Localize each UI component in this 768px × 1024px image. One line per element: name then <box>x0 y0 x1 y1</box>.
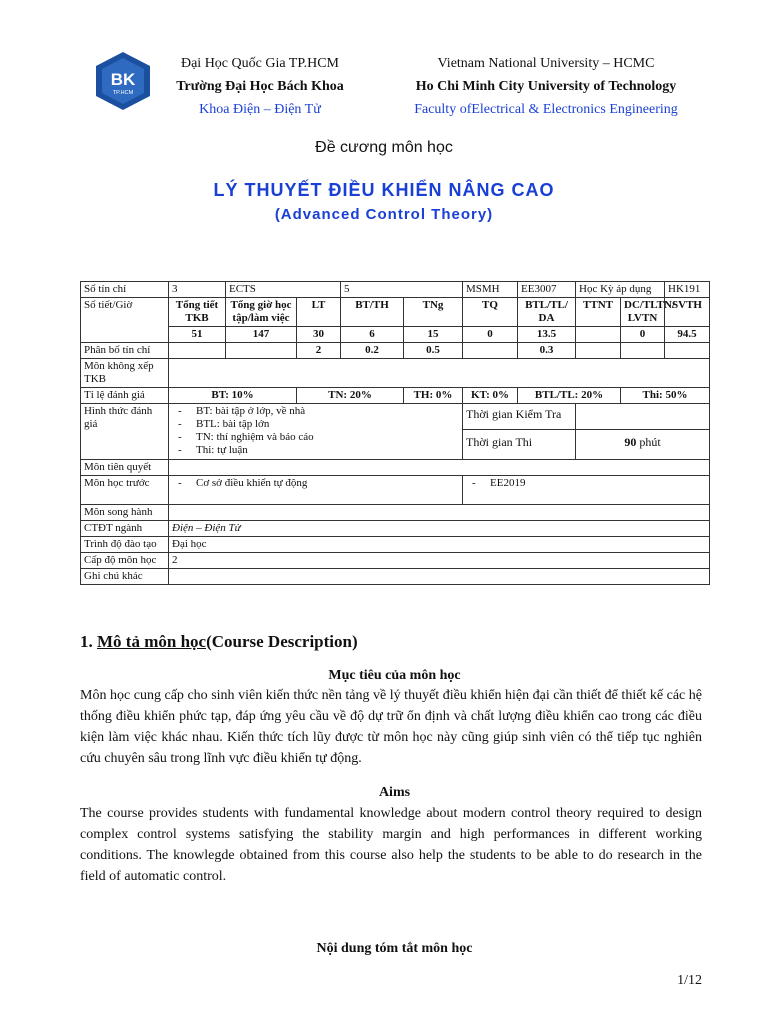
aims-paragraph: The course provides students with fundamental knowledge about modern control theory required to design complex control systems satisfying the stability margin and high performances in different working conditions. The knowlegde obtained from this course also help the students to be able to do research in the field of automatic control. <box>80 806 702 884</box>
prereq-value <box>169 460 710 476</box>
table-row <box>81 359 710 388</box>
test-time-value <box>576 404 710 430</box>
hour-value: 30 <box>297 327 341 343</box>
hour-value <box>576 327 621 343</box>
table-row <box>81 388 710 404</box>
list-item: - Thi: tự luận <box>172 444 459 457</box>
alloc-value <box>576 343 621 359</box>
hour-value: 94.5 <box>665 327 710 343</box>
table-row <box>81 569 710 585</box>
section-heading <box>80 632 358 652</box>
hour-value: 13.5 <box>518 327 576 343</box>
hour-header: TQ <box>463 298 518 327</box>
alloc-value: 0.5 <box>404 343 463 359</box>
list-item: - Cơ sở điều khiển tự động <box>172 477 459 490</box>
course-level-label: Cấp độ môn học <box>81 553 169 569</box>
hour-header: SVTH <box>665 298 710 327</box>
hour-header: Tổng giờ học tập/làm việc <box>226 298 297 327</box>
prior-label: Môn học trước <box>81 476 169 505</box>
msmh-label: MSMH <box>463 282 518 298</box>
table-row <box>81 537 710 553</box>
program-label: CTĐT ngành <box>81 521 169 537</box>
hour-value: 51 <box>169 327 226 343</box>
table-row <box>81 298 710 327</box>
semester-value: HK191 <box>665 282 710 298</box>
eval-ratio-th: TH: 0% <box>404 388 463 404</box>
exam-duration: 90 <box>624 435 637 449</box>
hour-value: 6 <box>341 327 404 343</box>
eval-ratio-exam: Thi: 50% <box>621 388 710 404</box>
hour-header: DC/TLTN/ LVTN <box>621 298 665 327</box>
university-logo <box>92 50 154 112</box>
table-row <box>81 505 710 521</box>
table-row <box>81 553 710 569</box>
notes-value <box>169 569 710 585</box>
alloc-value <box>621 343 665 359</box>
test-time-label: Thời gian Kiểm Tra <box>463 404 576 430</box>
section-number: 1. <box>80 632 93 651</box>
hour-header: BT/TH <box>341 298 404 327</box>
alloc-value: 2 <box>297 343 341 359</box>
hour-value: 15 <box>404 327 463 343</box>
table-row <box>81 327 710 343</box>
hour-header: Tổng tiết TKB <box>169 298 226 327</box>
eval-form-list <box>169 404 463 460</box>
alloc-value: 0.2 <box>341 343 404 359</box>
course-title: LÝ THUYẾT ĐIỀU KHIỂN NÂNG CAO <box>213 180 555 200</box>
alloc-label: Phân bố tín chỉ <box>81 343 169 359</box>
eval-ratio-bt: BT: 10% <box>169 388 297 404</box>
no-tkb-value <box>169 359 710 388</box>
faculty-name: Khoa Điện – Điện Tử <box>199 102 321 117</box>
aims-heading: Aims <box>378 785 411 800</box>
level-value: Đại học <box>169 537 710 553</box>
header-right <box>393 52 699 121</box>
msmh-value: EE3007 <box>518 282 576 298</box>
hour-value: 0 <box>463 327 518 343</box>
section-title-vi: Mô tả môn học <box>97 632 207 651</box>
course-level-value: 2 <box>169 553 710 569</box>
alloc-value <box>169 343 226 359</box>
header-left <box>160 52 360 121</box>
exam-duration-unit: phút <box>639 435 661 449</box>
hour-header: TTNT <box>576 298 621 327</box>
faculty-name-en: Faculty ofElectrical & Electronics Engineering <box>414 102 678 117</box>
vnu-name: Đại Học Quốc Gia TP.HCM <box>180 56 339 71</box>
ects-label: ECTS <box>226 282 341 298</box>
course-info-table <box>80 281 710 585</box>
hour-value: 147 <box>226 327 297 343</box>
prereq-label: Môn tiên quyết <box>81 460 169 476</box>
parallel-value <box>169 505 710 521</box>
hours-label: Số tiết/Giờ <box>81 298 169 343</box>
credits-value: 3 <box>169 282 226 298</box>
section-title-en: (Course Description) <box>206 632 358 651</box>
ects-value: 5 <box>341 282 463 298</box>
prior-code <box>463 476 710 505</box>
hour-header: TNg <box>404 298 463 327</box>
list-item: - BTL: bài tập lớn <box>172 418 459 431</box>
semester-label: Học Kỳ áp dụng <box>576 282 665 298</box>
hour-value: 0 <box>621 327 665 343</box>
page-number: 1/12 <box>677 973 702 988</box>
alloc-value <box>463 343 518 359</box>
hour-header: LT <box>297 298 341 327</box>
program-value: Điện – Điện Tử <box>169 521 710 537</box>
eval-ratio-tn: TN: 20% <box>297 388 404 404</box>
alloc-value <box>226 343 297 359</box>
table-row <box>81 404 710 430</box>
table-row <box>81 282 710 298</box>
table-row <box>81 476 710 505</box>
logo-text: BK <box>110 70 136 89</box>
eval-ratio-kt: KT: 0% <box>463 388 518 404</box>
list-item: - BT: bài tập ở lớp, về nhà <box>172 405 459 418</box>
list-item: - TN: thí nghiệm và báo cáo <box>172 431 459 444</box>
level-label: Trình độ đào tạo <box>81 537 169 553</box>
school-name: Trường Đại Học Bách Khoa <box>176 79 344 94</box>
list-item: - EE2019 <box>466 477 706 490</box>
table-row <box>81 460 710 476</box>
eval-form-label: Hình thức đánh giá <box>81 404 169 460</box>
goal-paragraph: Môn học cung cấp cho sinh viên kiến thức nền tảng về lý thuyết điều khiển hiện đại cần thiết để thiết kế các hệ thống điều khiển phức tạp, đáp ứng yêu cầu về độ dự trữ ổn định và chất lượng điều khiển cao trong các điều kiện làm việc khác nhau. Kiến thức tích lũy được từ môn học này cũng giúp sinh viên có thể tiếp tục nghiên cứu chuyên sâu trong lĩnh vực điều khiển tự động. <box>80 688 702 766</box>
document-label: Đề cương môn học <box>315 139 453 156</box>
alloc-value <box>665 343 710 359</box>
no-tkb-label: Môn không xếp TKB <box>81 359 169 388</box>
parallel-label: Môn song hành <box>81 505 169 521</box>
eval-ratio-label: Tỉ lệ đánh giá <box>81 388 169 404</box>
alloc-value: 0.3 <box>518 343 576 359</box>
summary-heading: Nội dung tóm tắt môn học <box>316 941 473 956</box>
goal-heading: Mục tiêu của môn học <box>328 668 461 683</box>
prior-course <box>169 476 463 505</box>
exam-time-label: Thời gian Thi <box>463 430 576 460</box>
table-row <box>81 343 710 359</box>
school-name-en: Ho Chi Minh City University of Technology <box>415 79 677 94</box>
table-row <box>81 521 710 537</box>
hour-header: BTL/TL/ DA <box>518 298 576 327</box>
course-title-en: (Advanced Control Theory) <box>274 206 494 223</box>
eval-ratio-btl: BTL/TL: 20% <box>518 388 621 404</box>
vnu-name-en: Vietnam National University – HCMC <box>437 56 655 71</box>
credits-label: Số tín chỉ <box>81 282 169 298</box>
logo-subtext: TP.HCM <box>112 90 134 96</box>
notes-label: Ghi chú khác <box>81 569 169 585</box>
exam-time-value <box>576 430 710 460</box>
